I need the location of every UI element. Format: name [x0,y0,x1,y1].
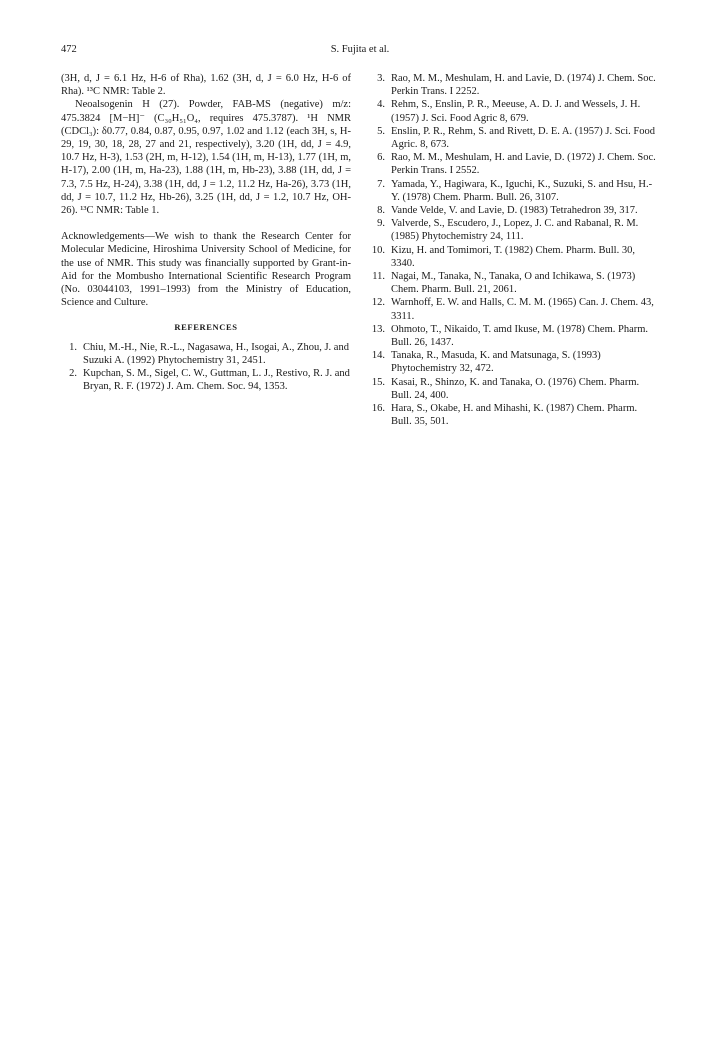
reference-item [369,178,659,204]
reference-number: 7. [377,178,385,190]
right-column [369,72,659,428]
reference-item [369,349,659,375]
reference-text: Rao, M. M., Meshulam, H. and Lavie, D. (1974) J. Chem. Soc. Perkin Trans. I 2252. [391,73,656,98]
reference-number: 3. [377,73,385,84]
reference-item [369,125,659,151]
references-heading: REFERENCES [174,322,238,333]
reference-number: 12. [371,297,385,309]
reference-text: Vande Velde, V. and Lavie, D. (1983) Tetrahedron 39, 317. [391,205,638,217]
reference-item [61,341,351,367]
reference-text: Ohmoto, T., Nikaido, T. amd Ikuse, M. (1978) Chem. Pharm. Bull. 26, 1437. [391,323,649,349]
reference-number: 1. [69,341,77,353]
running-title: S. Fujita et al. [330,44,390,55]
paragraph-nmr-continued: (3H, d, J = 6.1 Hz, H-6 of Rha), 1.62 (3H, d, J = 6.0 Hz, H-6 of Rha). ¹³C NMR: Table 2. [61,73,351,98]
reference-number: 15. [371,376,385,388]
reference-number: 13. [371,323,385,335]
reference-list-left [61,341,351,394]
reference-item [61,367,351,393]
reference-text: Kizu, H. and Tomimori, T. (1982) Chem. Pharm. Bull. 30, 3340. [391,244,635,269]
reference-item [369,323,659,349]
reference-item [369,204,659,217]
reference-text: Yamada, Y., Hagiwara, K., Iguchi, K., Suzuki, S. and Hsu, H.-Y. (1978) Chem. Pharm. Bull. 26, 3107. [391,178,653,203]
reference-number: 11. [372,271,385,283]
acknowledgements: Acknowledgements—We wish to thank the Research Center for Molecular Medicine, Hiroshima University School of Medicine, for the use of NMR. This study was financially supported by Grant-in-Aid for the Mombusho International Scientific Research Program (No. 03044103, 1991–1993) from the Ministry of Education, Science and Culture. [61,231,351,309]
reference-text: Warnhoff, E. W. and Halls, C. M. M. (1965) Can. J. Chem. 43, 3311. [391,297,654,322]
reference-number: 4. [377,99,385,111]
reference-number: 8. [377,205,385,217]
reference-number: 16. [371,403,385,415]
reference-item [369,402,659,428]
reference-text: Rehm, S., Enslin, P. R., Meeuse, A. D. J. and Wessels, J. H. (1957) J. Sci. Food Agric 8, 679. [391,99,641,124]
reference-item [369,244,659,270]
reference-item [369,296,659,322]
reference-number: 10. [371,244,385,256]
reference-text: Kasai, R., Shinzo, K. and Tanaka, O. (1976) Chem. Pharm. Bull. 24, 400. [391,376,640,401]
reference-item [369,72,659,98]
reference-item [369,98,659,124]
reference-text: Kupchan, S. M., Sigel, C. W., Guttman, L. J., Restivo, R. J. and Bryan, R. F. (1972) J. Am. Chem. Soc. 94, 1353. [83,368,350,393]
reference-item [369,376,659,402]
reference-number: 2. [69,368,77,380]
reference-text: Tanaka, R., Masuda, K. and Matsunaga, S. (1993) Phytochemistry 32, 472. [391,350,601,375]
reference-text: Hara, S., Okabe, H. and Mihashi, K. (1987) Chem. Pharm. Bull. 35, 501. [391,403,638,428]
running-head [61,44,659,58]
reference-number: 5. [377,125,385,137]
reference-item [369,270,659,296]
page-number: 472 [61,44,77,55]
reference-number: 6. [377,152,385,164]
reference-text: Valverde, S., Escudero, J., Lopez, J. C. and Rabanal, R. M. (1985) Phytochemistry 24, 111. [391,218,639,243]
reference-text: Nagai, M., Tanaka, N., Tanaka, O and Ichikawa, S. (1973) Chem. Pharm. Bull. 21, 2061. [391,271,636,296]
reference-item [369,151,659,177]
paragraph-neoalsogenin-h: Neoalsogenin H (27). Powder, FAB-MS (negative) m/z: 475.3824 [M−H]⁻ (C₃₀H₅₁O₄, requires 475.3787). ¹H NMR (CDCl₃): δ0.77, 0.84, 0.87, 0.95, 0.97, 1.02 and 1.12 (each 3H, s, H-29, 19, 30, 18, 28, 27 and 21, respectively), 3.20 (1H, dd, J = 4.9, 10.7 Hz, H-3), 1.53 (2H, m, H-12), 1.54 (1H, m, H-13), 1.77 (1H, m, H-17), 2.00 (1H, m, Ha-23), 1.88 (1H, m, Hb-23), 3.88 (1H, dd, J = 7.3, 7.5 Hz, H-24), 3.38 (1H, dd, J = 1.2, 11.2 Hz, Ha-26), 3.73 (1H, dd, J = 10.7, 11.2 Hz, Hb-26), 3.25 (1H, dd, J = 1.2, 10.7 Hz, OH-26). ¹³C NMR: Table 1. [61,99,351,217]
reference-item [369,217,659,243]
reference-number: 14. [371,350,385,362]
reference-text: Enslin, P. R., Rehm, S. and Rivett, D. E. A. (1957) J. Sci. Food Agric. 8, 673. [391,125,655,151]
reference-text: Rao, M. M., Meshulam, H. and Lavie, D. (1972) J. Chem. Soc. Perkin Trans. I 2552. [391,152,656,177]
reference-number: 9. [377,218,385,230]
reference-list-right [369,72,659,428]
left-column [61,72,351,393]
reference-text: Chiu, M.-H., Nie, R.-L., Nagasawa, H., Isogai, A., Zhou, J. and Suzuki A. (1992) Phytochemistry 31, 2451. [83,341,349,366]
